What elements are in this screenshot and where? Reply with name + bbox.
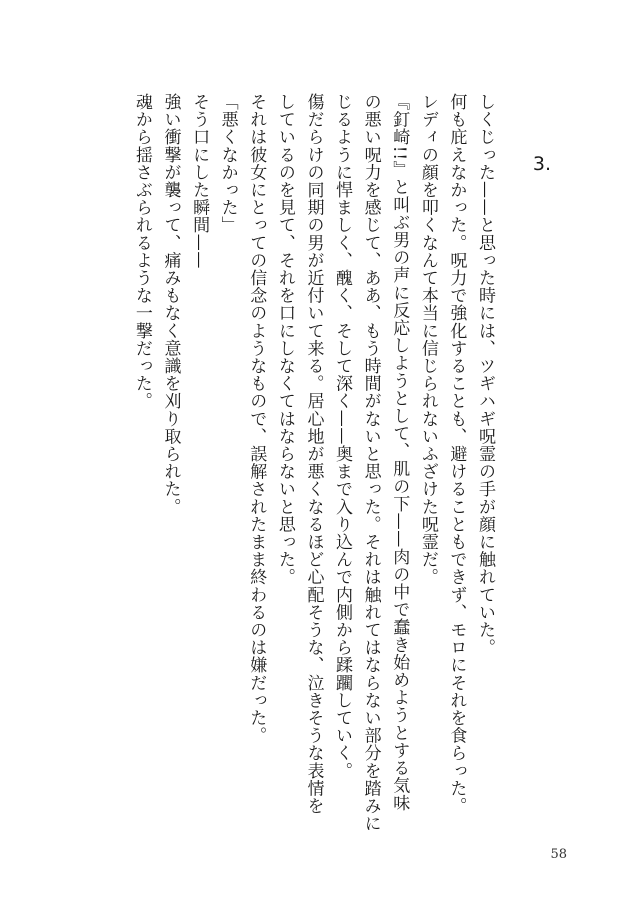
body-text [127,93,499,833]
text-line: の悪い呪力を感じて、ああ、もう時間がないと思った。それは触れてはならない部分を踏みに [360,93,381,833]
chapter-number: 3. [532,153,552,175]
text-line: 魂から揺さぶられるような一撃だった。 [131,93,152,410]
text-line: 『釘崎!!』と叫ぶ男の声に反応しようとして、肌の下——肉の中で蠢き始めようとする気味 [389,93,410,812]
text-line: そう口にした瞬間—— [189,93,210,269]
text-line: 「悪くなかった」 [217,93,238,234]
text-line: じるように悍ましく、醜く、そして深く——奥まで入り込んで内側から蹂躙していく。 [332,93,353,780]
text-line: レディの顔を叩くなんて本当に信じられないふざけた呪霊だ。 [417,93,438,586]
text-line: 何も庇えなかった。呪力で強化することも、避けることもできず、モロにそれを食らった。 [446,93,467,815]
page-number: 58 [550,847,567,862]
text-line: 強い衝撃が襲って、痛みもなく意識を刈り取られた。 [160,93,181,516]
text-line: それは彼女にとっての信念のようなもので、誤解されたまま終わるのは嫌だった。 [246,93,267,745]
text-line: 傷だらけの同期の男が近付いて来る。居心地が悪くなるほど心配そうな、泣きそうな表情を [303,93,324,815]
text-line: しているのを見て、それを口にしなくてはならないと思った。 [274,93,295,586]
text-line: しくじった——と思った時には、ツギハギ呪霊の手が顔に触れていた。 [475,93,495,657]
